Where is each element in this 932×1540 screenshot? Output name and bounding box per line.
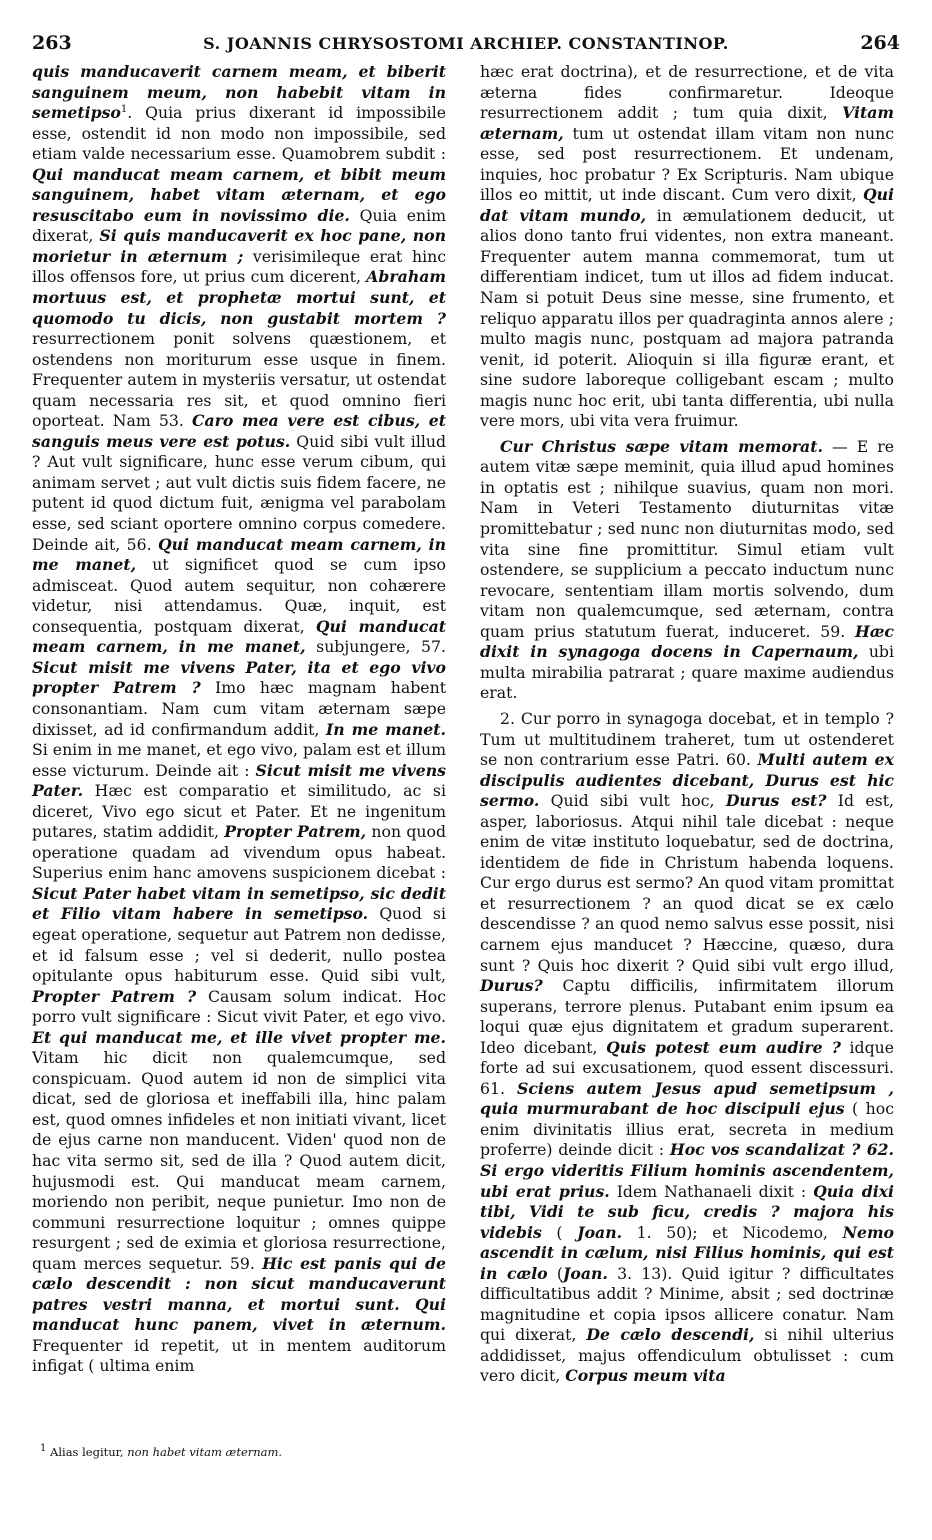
- body-text: idque forte ad sui excusationem, quod essent discessuri. 61.: [480, 1037, 895, 1098]
- italic-text: Sicut Pater habet vitam in semetipso, sic dedit et Filio vitam habere in semetipso.: [32, 883, 446, 924]
- body-text: hæc erat doctrina), et de resurrectione, et de vita æterna fides confirmaretur. Ideoque resurrectionem addit ; tum quia dixit,: [480, 62, 894, 123]
- paragraph: [32, 62, 446, 1377]
- italic-text: Joan.: [577, 1222, 623, 1242]
- right-column: [480, 62, 894, 1387]
- body-text: ut significet quod se cum ipso admisceat. Quod autem sequitur, non cohærere videtur, nisi attendamus. Quæ, inquit, est consequentia, postquam dixerat,: [32, 555, 446, 636]
- body-text: resurrectionem ponit solvens quæstionem, et ostendens non moriturum esse usque in finem. Frequenter autem in mysteriis versatur, ut ostendat quam necessaria res sit, et quod omnino fieri oporteat. Nam 53.: [32, 329, 446, 431]
- footnote-text: Alias legitur,: [50, 1445, 128, 1459]
- body-text: Id est, asper, laboriosus. Atqui nihil tale dicebat : neque enim de vitæ instituto loquebatur, sed de doctrina, identidem de fide in Christum habenda loquens. Cur ergo durus est sermo? An quod vitam promittat et resurrectionem ? an quod dicat se ex cælo descendisse ? an quod nemo salvus esse possit, nisi carnem ejus manducet ? Hæccine, quæso, dura sunt ? Quis hoc dixerit ? Quid sibi vult ergo illud,: [480, 791, 894, 975]
- body-text: in æmulationem deducit, ut alios dono tanto frui videntes, non extra maneant. Frequenter autem manna commemorat, tum ut differentiam indicet, tum ut illos ad fidem inducat. Nam si potuit Deus sine messe, sine frumento, et reliquo apparatu illos per quadraginta annos alere ; multo magis nunc, postquam ad majora patranda venit, id poterit. Alioquin si illa figuræ erant, et sine sudore laboreque colligebant escam ; multo magis nunc hoc erit, ubi tanta differentia, ubi nulla vere mors, ubi vita vera fruimur.: [480, 205, 894, 431]
- body-text: Quid sibi vult illud ? Aut vult significare, hunc esse verum cibum, qui animam servet ; aut vult dictis suis fidem facere, ne putent id quod dictum fuit, ænigma vel parabolam esse, sed sciant oportere omnino corpus comedere. Deinde ait, 56.: [32, 431, 446, 554]
- italic-text: Caro mea vere est cibus, et sanguis meus vere est potus.: [32, 411, 446, 451]
- body-text: Imo hæc magnam habent consonantiam. Nam cum vitam æternam sæpe dixisset, ad id confirmandum addit,: [32, 678, 446, 739]
- body-text: non quod operatione quadam ad vivendum opus habeat. Superius enim hanc amovens suspicionem dicebat :: [32, 822, 446, 883]
- body-text: — E re autem vitæ sæpe meminit, quia illud apud homines in optatis est ; nihilque suavius, quam non mori. Nam in Veteri Testamento diuturnitas vitæ promittebatur ; sed nunc non diuturnitas modo, sed vita sine fine promittitur. Simul etiam vult ostendere, se supplicium a peccato inductum nunc revocare, sententiam illam mortis solvendo, dum vitam non qualemcumque, sed æternam, contra quam prius statutum fuerat, induceret. 59.: [480, 436, 894, 641]
- left-column: [32, 62, 446, 1377]
- body-text: 2. Cur porro in synagoga docebat, et in templo ? Tum ut multitudinem traheret, tum ut ostenderet se non contrarium esse Patri. 60.: [480, 708, 894, 770]
- body-text: (: [547, 1263, 563, 1283]
- running-title: S. JOANNIS CHRYSOSTOMI ARCHIEP. CONSTANTINOP.: [203, 34, 729, 53]
- body-text: Causam solum indicat. Hoc porro vult significare : Sicut vivit Pater, et ego vivo.: [32, 986, 447, 1027]
- body-text: Captu difficilis, infirmitatem illorum superans, terrore plenus. Putabant enim ipsum ea loqui quæ ejus dignitatem et gradum superarent. Ideo dicebant,: [480, 976, 894, 1057]
- italic-text: Joan.: [562, 1263, 608, 1283]
- footnote: [40, 1445, 440, 1459]
- body-text: 1. 50); et Nicodemo,: [622, 1222, 843, 1242]
- italic-text: Vitam æternam,: [480, 103, 894, 143]
- paragraph: [480, 62, 894, 432]
- body-text: Quia enim dixerat,: [32, 205, 446, 246]
- body-text: si nihil ulterius addidisset, majus offendiculum obtulisset : cum vero dicit,: [480, 1325, 894, 1386]
- italic-text: Sicut misit me vivens Pater, ita et ego vivo propter Patrem ?: [32, 657, 446, 698]
- italic-text: Si quis manducaverit ex hoc pane, non morietur in æternum ;: [32, 226, 447, 266]
- italic-text: Abraham mortuus est, et prophetæ mortui sunt, et quomodo tu dicis, non gustabit mortem ?: [32, 267, 446, 328]
- italic-text: Quis potest eum audire ?: [606, 1037, 841, 1057]
- body-text: verisimileque erat hinc illos offensos fore, ut prius cum dicerent,: [32, 246, 447, 287]
- italic-text: Corpus meum vita: [565, 1366, 726, 1386]
- italic-text: De cælo descendi,: [586, 1325, 755, 1345]
- paragraph: [480, 709, 894, 1387]
- footnote-mark: 1: [40, 1443, 47, 1455]
- italic-text: Hic est panis qui de cælo descendit : non sicut manducaverunt patres vestri manna, et mortui sunt. Qui manducat hunc panem, vivet in æternum.: [32, 1253, 446, 1335]
- italic-text: Propter Patrem ?: [32, 986, 197, 1006]
- italic-text: In me manet.: [325, 719, 446, 739]
- running-header: [32, 32, 900, 58]
- italic-text: Qui manducat meam carnem, in me manet,: [32, 534, 446, 575]
- italic-text: Nemo ascendit in cælum, nisi Filius hominis, qui est in cælo: [480, 1222, 895, 1283]
- italic-text: Sicut misit me vivens Pater.: [32, 760, 446, 801]
- italic-text: Hæc dixit in synagoga docens in Capernaum,: [480, 621, 894, 662]
- body-text: Quod si egeat operatione, sequetur aut Patrem non dedisse, et id falsum esse ; vel si dederit, nullo postea opitulante opus habiturum esse. Quid sibi vult,: [32, 904, 446, 986]
- italic-text: quis manducaverit carnem meam, et biberit sanguinem meum, non habebit vitam in semetipso: [32, 62, 446, 123]
- body-text: ( hoc enim divinitatis illius erat, secreta in medium proferre) deinde dicit :: [480, 1099, 894, 1160]
- body-text: Hæc est comparatio et similitudo, ac si diceret, Vivo ego sicut et Pater. Et ne ingenitum putares, statim addidit,: [32, 781, 446, 842]
- body-text: . Quia prius dixerant id impossibile esse, ostendit id non modo non impossibile, sed etiam valde necessarium esse. Quamobrem subdit :: [32, 103, 446, 164]
- body-text: Vitam hic dicit non qualemcumque, sed conspicuam. Quod autem id non de simplici vita dicat, sed de gloriosa et ineffabili illa, hinc palam est, quod omnes infideles et non initiati vivant, licet de ejus carne non manducent. Viden' quod non de hac vita sermo sit, sed de illa ? Quod autem dicit, hujusmodi est. Qui manducat meam carnem, moriendo non peribit, neque punietur. Imo non de communi resurrectione loquitur ; omnes quippe resurgent ; sed de eximia et gloriosa resurrectione, quam merces sequetur. 59.: [32, 1048, 446, 1273]
- italic-text: Propter Patrem,: [224, 822, 367, 842]
- footnote-text-italic: non habet vitam æternam.: [127, 1445, 283, 1459]
- italic-text: Cur Christus sæpe vitam memorat.: [500, 436, 823, 456]
- italic-text: Sciens autem Jesus apud semetipsum , quia murmurabant de hoc discipuli ejus: [480, 1078, 895, 1119]
- italic-text: Hoc vos scandalizat ? 62. Si ergo videritis Filium hominis ascendentem, ubi erat prius.: [480, 1140, 894, 1201]
- italic-text: Qui dat vitam mundo,: [480, 185, 894, 225]
- body-text: Idem Nathanaeli dixit :: [609, 1181, 814, 1201]
- body-text: 3. 13). Quid igitur ? difficultates difficultatibus addit ? Minime, absit ; sed doctrinæ magnitudine et copia ipsos allicere conatur. Nam qui dixerat,: [480, 1263, 894, 1345]
- body-text: ubi multa mirabilia patrarat ; quare maxime audiendus erat.: [480, 642, 894, 703]
- body-text: tum ut ostendat illam vitam non nunc esse, sed post resurrectionem. Et undenam, inquies, hoc probatur ? Ex Scripturis. Nam ubique illos eo mittit, ut inde discant. Cum vero dixit,: [480, 123, 894, 205]
- italic-text: Qui manducat meam carnem, in me manet,: [32, 616, 446, 657]
- italic-text: Durus?: [480, 976, 543, 996]
- italic-text: Multi autem ex discipulis audientes dicebant, Durus est hic sermo.: [480, 750, 894, 811]
- page-number-right: 264: [860, 32, 900, 54]
- footnote-reference: 1: [120, 103, 128, 115]
- italic-text: Durus est?: [725, 791, 827, 811]
- paragraph: [480, 437, 894, 704]
- body-text: Frequenter id repetit, ut in mentem auditorum infigat ( ultima enim: [32, 1335, 446, 1376]
- body-text: Si enim in me manet, et ego vivo, palam est et illum esse victurum. Deinde ait :: [32, 740, 446, 780]
- body-text: subjungere, 57.: [305, 637, 446, 657]
- italic-text: Quia dixi tibi, Vidi te sub ficu, credis ? majora his videbis: [480, 1181, 894, 1242]
- italic-text: Qui manducat meam carnem, et bibit meum sanguinem, habet vitam æternam, et ego resuscitabo eum in novissimo die.: [32, 164, 446, 225]
- body-text: (: [541, 1222, 578, 1242]
- italic-text: Et qui manducat me, et ille vivet propter me.: [32, 1027, 446, 1047]
- page-number-left: 263: [32, 32, 72, 54]
- body-text: Quid sibi vult hoc,: [539, 791, 726, 811]
